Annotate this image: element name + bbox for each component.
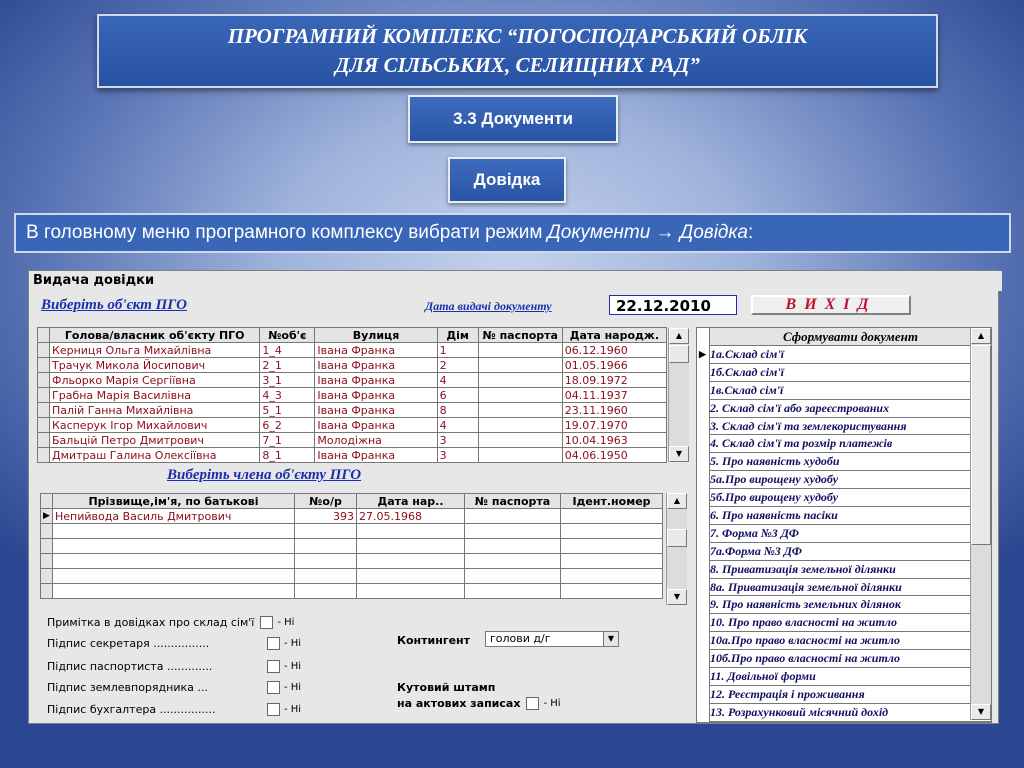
cell-house[interactable]: 3	[437, 433, 478, 448]
subsection-badge: Довідка	[448, 157, 566, 203]
row-selector[interactable]	[38, 418, 50, 433]
land-surveyor-checkbox[interactable]	[267, 681, 280, 694]
stamp-checkbox[interactable]	[526, 697, 539, 710]
member-label: Виберіть члена об'єкту ПГО	[167, 467, 362, 483]
document-item-label: 3. Склад сім'ї та землекористування	[710, 418, 907, 433]
cell-owner[interactable]: Керниця Ольга Михайлівна	[50, 343, 260, 358]
scroll-thumb[interactable]	[667, 529, 687, 547]
object-label: Виберіть об'єкт ПГО	[41, 297, 187, 313]
cell-owner[interactable]: Палій Ганна Михайлівна	[50, 403, 260, 418]
document-item[interactable]	[709, 400, 991, 418]
land-surveyor-option	[47, 681, 301, 694]
cell-birth-date[interactable]: 27.05.1968	[357, 509, 465, 524]
accountant-checkbox-label: - Ні	[284, 704, 302, 715]
table-row[interactable]	[38, 418, 667, 433]
document-item-label: 1б.Склад сім'ї	[710, 364, 784, 379]
col-full-name[interactable]: Прізвище,ім'я, по батькові	[53, 494, 295, 509]
document-item[interactable]	[709, 471, 991, 489]
document-item-label: 5а.Про вирощену худобу	[710, 472, 839, 487]
cell-street[interactable]: Івана Франка	[315, 343, 437, 358]
table-row[interactable]	[38, 448, 667, 463]
col-birth-date[interactable]: Дата нар..	[357, 494, 465, 509]
row-selector[interactable]	[38, 388, 50, 403]
scroll-thumb[interactable]	[971, 345, 991, 545]
cell-birth-date[interactable]: 01.05.1966	[562, 358, 666, 373]
instruction-path: Документи → Довідка	[547, 222, 748, 243]
scroll-up-icon[interactable]: ▲	[669, 328, 689, 344]
table-row[interactable]	[38, 433, 667, 448]
table-row[interactable]	[41, 539, 663, 554]
document-item[interactable]	[709, 382, 991, 400]
cell-birth-date[interactable]: 10.04.1963	[562, 433, 666, 448]
document-item[interactable]	[709, 650, 991, 668]
row-selector[interactable]	[38, 343, 50, 358]
note-checkbox[interactable]	[260, 616, 273, 629]
cell-object-no[interactable]: 6_2	[260, 418, 315, 433]
document-item-label: 10а.Про право власності на житло	[710, 633, 900, 648]
cell-object-no[interactable]: 7_1	[260, 433, 315, 448]
cell-owner[interactable]: Грабна Марія Василівна	[50, 388, 260, 403]
document-item[interactable]	[709, 596, 991, 614]
accountant-option	[47, 703, 301, 716]
date-label: Дата видачі документу	[425, 299, 552, 313]
stamp-label-line2: на актових записах	[397, 697, 521, 710]
cell-owner[interactable]: Фльорко Марія Сергіївна	[50, 373, 260, 388]
table-row[interactable]	[38, 373, 667, 388]
col-house[interactable]: Дім	[437, 328, 478, 343]
table-row[interactable]	[41, 569, 663, 584]
cell-house[interactable]: 4	[437, 418, 478, 433]
cell-street[interactable]: Івана Франка	[315, 358, 437, 373]
passport-officer-label: Підпис паспортиста .............	[47, 660, 213, 673]
table-row[interactable]	[38, 403, 667, 418]
documents-header: Сформувати документ	[709, 328, 991, 346]
secretary-checkbox-label: - Ні	[284, 638, 302, 649]
document-item-label: 5б.Про вирощену худобу	[710, 490, 839, 505]
row-selector[interactable]	[38, 448, 50, 463]
document-item-label: 8а. Приватизація земельної ділянки	[710, 579, 902, 594]
cell-birth-date[interactable]: 19.07.1970	[562, 418, 666, 433]
cell-passport[interactable]	[465, 509, 561, 524]
cell-passport[interactable]	[478, 373, 562, 388]
col-record-no[interactable]: №о/р	[295, 494, 357, 509]
secretary-checkbox[interactable]	[267, 637, 280, 650]
note-checkbox-label: - Ні	[277, 617, 295, 628]
cell-birth-date[interactable]: 06.12.1960	[562, 343, 666, 358]
col-owner[interactable]: Голова/власник об'єкту ПГО	[50, 328, 260, 343]
stamp-label-line1: Кутовий штамп	[397, 681, 496, 694]
col-object-no[interactable]: №об'є	[260, 328, 315, 343]
chevron-down-icon[interactable]: ▼	[603, 632, 618, 646]
date-field[interactable]: 22.12.2010	[609, 295, 737, 315]
contingent-label: Контингент	[397, 634, 471, 647]
cell-street[interactable]: Івана Франка	[315, 418, 437, 433]
cell-owner[interactable]: Бальцій Петро Дмитрович	[50, 433, 260, 448]
slide-title-line2: ДЛЯ СІЛЬСЬКИХ, СЕЛИЩНИХ РАД”	[335, 53, 700, 77]
col-passport[interactable]: № паспорта	[478, 328, 562, 343]
cell-object-no[interactable]: 3_1	[260, 373, 315, 388]
objects-table	[37, 327, 667, 463]
slide-title	[97, 14, 938, 88]
document-item-label: 6. Про наявність пасіки	[710, 508, 838, 523]
document-item[interactable]	[709, 489, 991, 507]
document-item[interactable]	[709, 704, 991, 722]
document-item-label: 8. Приватизація земельної ділянки	[710, 561, 896, 576]
document-item[interactable]	[709, 632, 991, 650]
note-option	[47, 616, 294, 629]
cell-birth-date[interactable]: 18.09.1972	[562, 373, 666, 388]
cell-house[interactable]: 3	[437, 448, 478, 463]
col-tax-id[interactable]: Ідент.номер	[561, 494, 663, 509]
document-item-label: 1а.Склад сім'ї	[710, 347, 784, 361]
row-selector[interactable]	[38, 433, 50, 448]
secretary-label: Підпис секретаря ................	[47, 637, 210, 650]
stamp-checkbox-label: - Ні	[543, 698, 561, 709]
issue-certificate-window	[28, 270, 999, 724]
cell-tax-id[interactable]	[561, 509, 663, 524]
row-selector-icon[interactable]: ▶	[41, 509, 53, 524]
passport-officer-checkbox[interactable]	[267, 660, 280, 673]
instruction-suffix: :	[747, 222, 754, 243]
document-item-label: 10. Про право власності на житло	[710, 615, 897, 630]
cell-object-no[interactable]: 8_1	[260, 448, 315, 463]
cell-object-no[interactable]: 2_1	[260, 358, 315, 373]
table-row[interactable]	[38, 358, 667, 373]
document-item-label: 4. Склад сім'ї та розмір платежів	[710, 436, 893, 451]
document-item[interactable]	[709, 507, 991, 525]
scroll-down-icon[interactable]: ▼	[669, 446, 689, 462]
cell-object-no[interactable]: 4_3	[260, 388, 315, 403]
cell-owner[interactable]: Трачук Микола Йосипович	[50, 358, 260, 373]
row-selector[interactable]	[38, 403, 50, 418]
objects-table-header	[38, 328, 667, 343]
document-item-label: 7. Форма №3 ДФ	[710, 525, 799, 540]
col-passport[interactable]: № паспорта	[465, 494, 561, 509]
cell-birth-date[interactable]: 04.06.1950	[562, 448, 666, 463]
cell-street[interactable]: Молодіжна	[315, 433, 437, 448]
document-item[interactable]	[709, 435, 991, 453]
cell-passport[interactable]	[478, 433, 562, 448]
note-label: Примітка в довідках про склад сім'ї	[47, 616, 255, 629]
scroll-down-icon[interactable]: ▼	[667, 589, 687, 605]
document-item-label: 13. Розрахунковий місячний дохід	[710, 704, 889, 719]
scroll-down-icon[interactable]: ▼	[971, 704, 991, 720]
row-selector[interactable]	[38, 373, 50, 388]
land-surveyor-checkbox-label: - Ні	[284, 682, 302, 693]
table-row[interactable]	[38, 343, 667, 358]
document-item[interactable]	[709, 561, 991, 579]
header-corner	[38, 328, 50, 343]
cell-owner[interactable]: Касперук Ігор Михайлович	[50, 418, 260, 433]
cell-object-no[interactable]: 1_4	[260, 343, 315, 358]
cell-street[interactable]: Івана Франка	[315, 403, 437, 418]
document-item[interactable]	[709, 543, 991, 561]
col-birth-date[interactable]: Дата народж.	[562, 328, 666, 343]
cell-owner[interactable]: Дмитраш Галина Олексіївна	[50, 448, 260, 463]
cell-street[interactable]: Івана Франка	[315, 448, 437, 463]
cell-house[interactable]: 8	[437, 403, 478, 418]
cell-passport[interactable]	[478, 448, 562, 463]
section-badge: 3.3 Документи	[408, 95, 618, 143]
cell-street[interactable]: Івана Франка	[315, 373, 437, 388]
instruction-prefix: В головному меню програмного комплексу вибрати режим	[26, 222, 543, 243]
members-table	[40, 493, 663, 599]
cell-record-no[interactable]: 393	[295, 509, 357, 524]
scroll-up-icon[interactable]: ▲	[971, 328, 991, 344]
table-row[interactable]	[41, 524, 663, 539]
cell-house[interactable]: 2	[437, 358, 478, 373]
cell-passport[interactable]	[478, 403, 562, 418]
row-selector[interactable]	[38, 358, 50, 373]
documents-list	[696, 327, 992, 723]
members-scrollbar[interactable]	[666, 493, 687, 605]
document-item[interactable]	[699, 346, 991, 364]
document-item-label: 2. Склад сім'ї або зареєстрованих	[710, 400, 890, 415]
table-row[interactable]	[41, 554, 663, 569]
table-row[interactable]	[41, 584, 663, 599]
document-item[interactable]	[709, 668, 991, 686]
objects-scrollbar[interactable]	[668, 328, 689, 462]
document-item-label: 7а.Форма №3 ДФ	[710, 543, 802, 558]
cell-passport[interactable]	[478, 388, 562, 403]
passport-officer-option	[47, 660, 301, 673]
document-item-label: 11. Довільної форми	[710, 669, 816, 684]
contingent-value: голови д/г	[490, 632, 551, 645]
document-item-label: 12. Реєстрація і проживання	[710, 686, 865, 701]
stamp-option	[397, 697, 561, 710]
cell-birth-date[interactable]: 23.11.1960	[562, 403, 666, 418]
cell-passport[interactable]	[478, 343, 562, 358]
scroll-up-icon[interactable]: ▲	[667, 493, 687, 509]
document-item[interactable]	[709, 686, 991, 704]
scroll-thumb[interactable]	[669, 345, 689, 363]
accountant-label: Підпис бухгалтера ................	[47, 703, 216, 716]
cell-house[interactable]: 1	[437, 343, 478, 358]
cell-object-no[interactable]: 5_1	[260, 403, 315, 418]
document-item-label: 1в.Склад сім'ї	[710, 382, 784, 397]
table-row[interactable]	[38, 388, 667, 403]
cell-street[interactable]: Івана Франка	[315, 388, 437, 403]
secretary-option	[47, 637, 301, 650]
members-table-header	[41, 494, 663, 509]
row-pointer-icon: ▶	[699, 349, 706, 359]
document-item[interactable]	[709, 418, 991, 436]
land-surveyor-label: Підпис землевпорядника ...	[47, 681, 208, 694]
document-item[interactable]	[709, 364, 991, 382]
document-item[interactable]	[709, 614, 991, 632]
document-item[interactable]	[709, 579, 991, 597]
document-item[interactable]	[709, 453, 991, 471]
slide-title-line1: ПРОГРАМНИЙ КОМПЛЕКС “ПОГОСПОДАРСЬКИЙ ОБЛІК	[227, 24, 808, 48]
cell-house[interactable]: 6	[437, 388, 478, 403]
col-street[interactable]: Вулиця	[315, 328, 437, 343]
documents-scrollbar[interactable]	[970, 328, 991, 720]
contingent-select[interactable]	[485, 631, 619, 647]
cell-birth-date[interactable]: 04.11.1937	[562, 388, 666, 403]
document-item-label: 9. Про наявність земельних ділянок	[710, 597, 901, 612]
header-corner	[41, 494, 53, 509]
accountant-checkbox[interactable]	[267, 703, 280, 716]
cell-passport[interactable]	[478, 358, 562, 373]
window-title: Видача довідки	[29, 271, 1002, 291]
table-row[interactable]	[41, 509, 663, 524]
cell-passport[interactable]	[478, 418, 562, 433]
exit-button[interactable]: ВИХІД	[751, 295, 911, 315]
instruction-bar	[14, 213, 1011, 253]
cell-house[interactable]: 4	[437, 373, 478, 388]
cell-full-name[interactable]: Непийвода Василь Дмитрович	[53, 509, 295, 524]
document-item-label: 5. Про наявність худоби	[710, 454, 840, 469]
passport-officer-checkbox-label: - Ні	[284, 661, 302, 672]
document-item[interactable]	[709, 525, 991, 543]
document-item-label: 10б.Про право власності на житло	[710, 651, 900, 666]
